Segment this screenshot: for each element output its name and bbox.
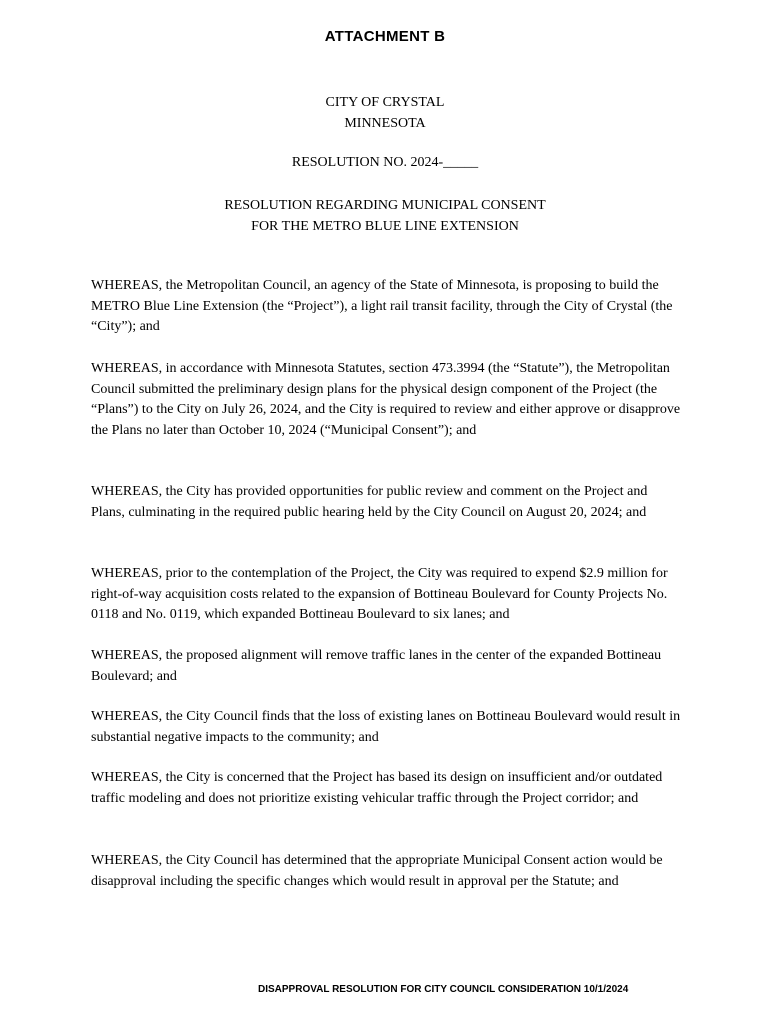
resolution-title-line-1: RESOLUTION REGARDING MUNICIPAL CONSENT	[224, 198, 546, 213]
city-heading	[0, 92, 770, 134]
resolution-title-line-2: FOR THE METRO BLUE LINE EXTENSION	[251, 219, 519, 234]
resolution-number: RESOLUTION NO. 2024-_____	[291, 155, 479, 170]
whereas-clause-4: WHEREAS, prior to the contemplation of the Project, the City was required to expend $2.9 million for right-of-way acquisition costs related to the expansion of Bottineau Boulevard for County Projects No. 0118 and No. 0119, which expanded Bottineau Boulevard to six lanes; and	[91, 566, 668, 623]
attachment-label: ATTACHMENT B	[324, 28, 446, 45]
city-name: CITY OF CRYSTAL	[325, 95, 445, 110]
footer-note: DISAPPROVAL RESOLUTION FOR CITY COUNCIL CONSIDERATION 10/1/2024	[258, 984, 629, 995]
whereas-clause-5: WHEREAS, the proposed alignment will remove traffic lanes in the center of the expanded Bottineau Boulevard; and	[91, 648, 662, 684]
whereas-clause-6: WHEREAS, the City Council finds that the loss of existing lanes on Bottineau Boulevard would result in substantial negative impacts to the community; and	[91, 709, 681, 745]
whereas-clause-2: WHEREAS, in accordance with Minnesota Statutes, section 473.3994 (the “Statute”), the Metropolitan Council submitted the preliminary design plans for the physical design component of the Project (the “Plans”) to the City on July 26, 2024, and the City is required to review and either approve or disapprove the Plans no later than October 10, 2024 (“Municipal Consent”); and	[91, 361, 681, 438]
resolution-title	[0, 195, 770, 237]
state-name: MINNESOTA	[344, 116, 426, 131]
whereas-clause-8: WHEREAS, the City Council has determined that the appropriate Municipal Consent action would be disapproval including the specific changes which would result in approval per the Statute; and	[91, 853, 663, 889]
whereas-clause-1: WHEREAS, the Metropolitan Council, an agency of the State of Minnesota, is proposing to build the METRO Blue Line Extension (the “Project”), a light rail transit facility, through the City of Crystal (the “City”); and	[91, 278, 673, 335]
whereas-clause-7: WHEREAS, the City is concerned that the Project has based its design on insufficient and/or outdated traffic modeling and does not prioritize existing vehicular traffic through the Project corridor; and	[91, 770, 663, 806]
whereas-clause-3: WHEREAS, the City has provided opportunities for public review and comment on the Project and Plans, culminating in the required public hearing held by the City Council on August 20, 2024; and	[91, 484, 648, 520]
